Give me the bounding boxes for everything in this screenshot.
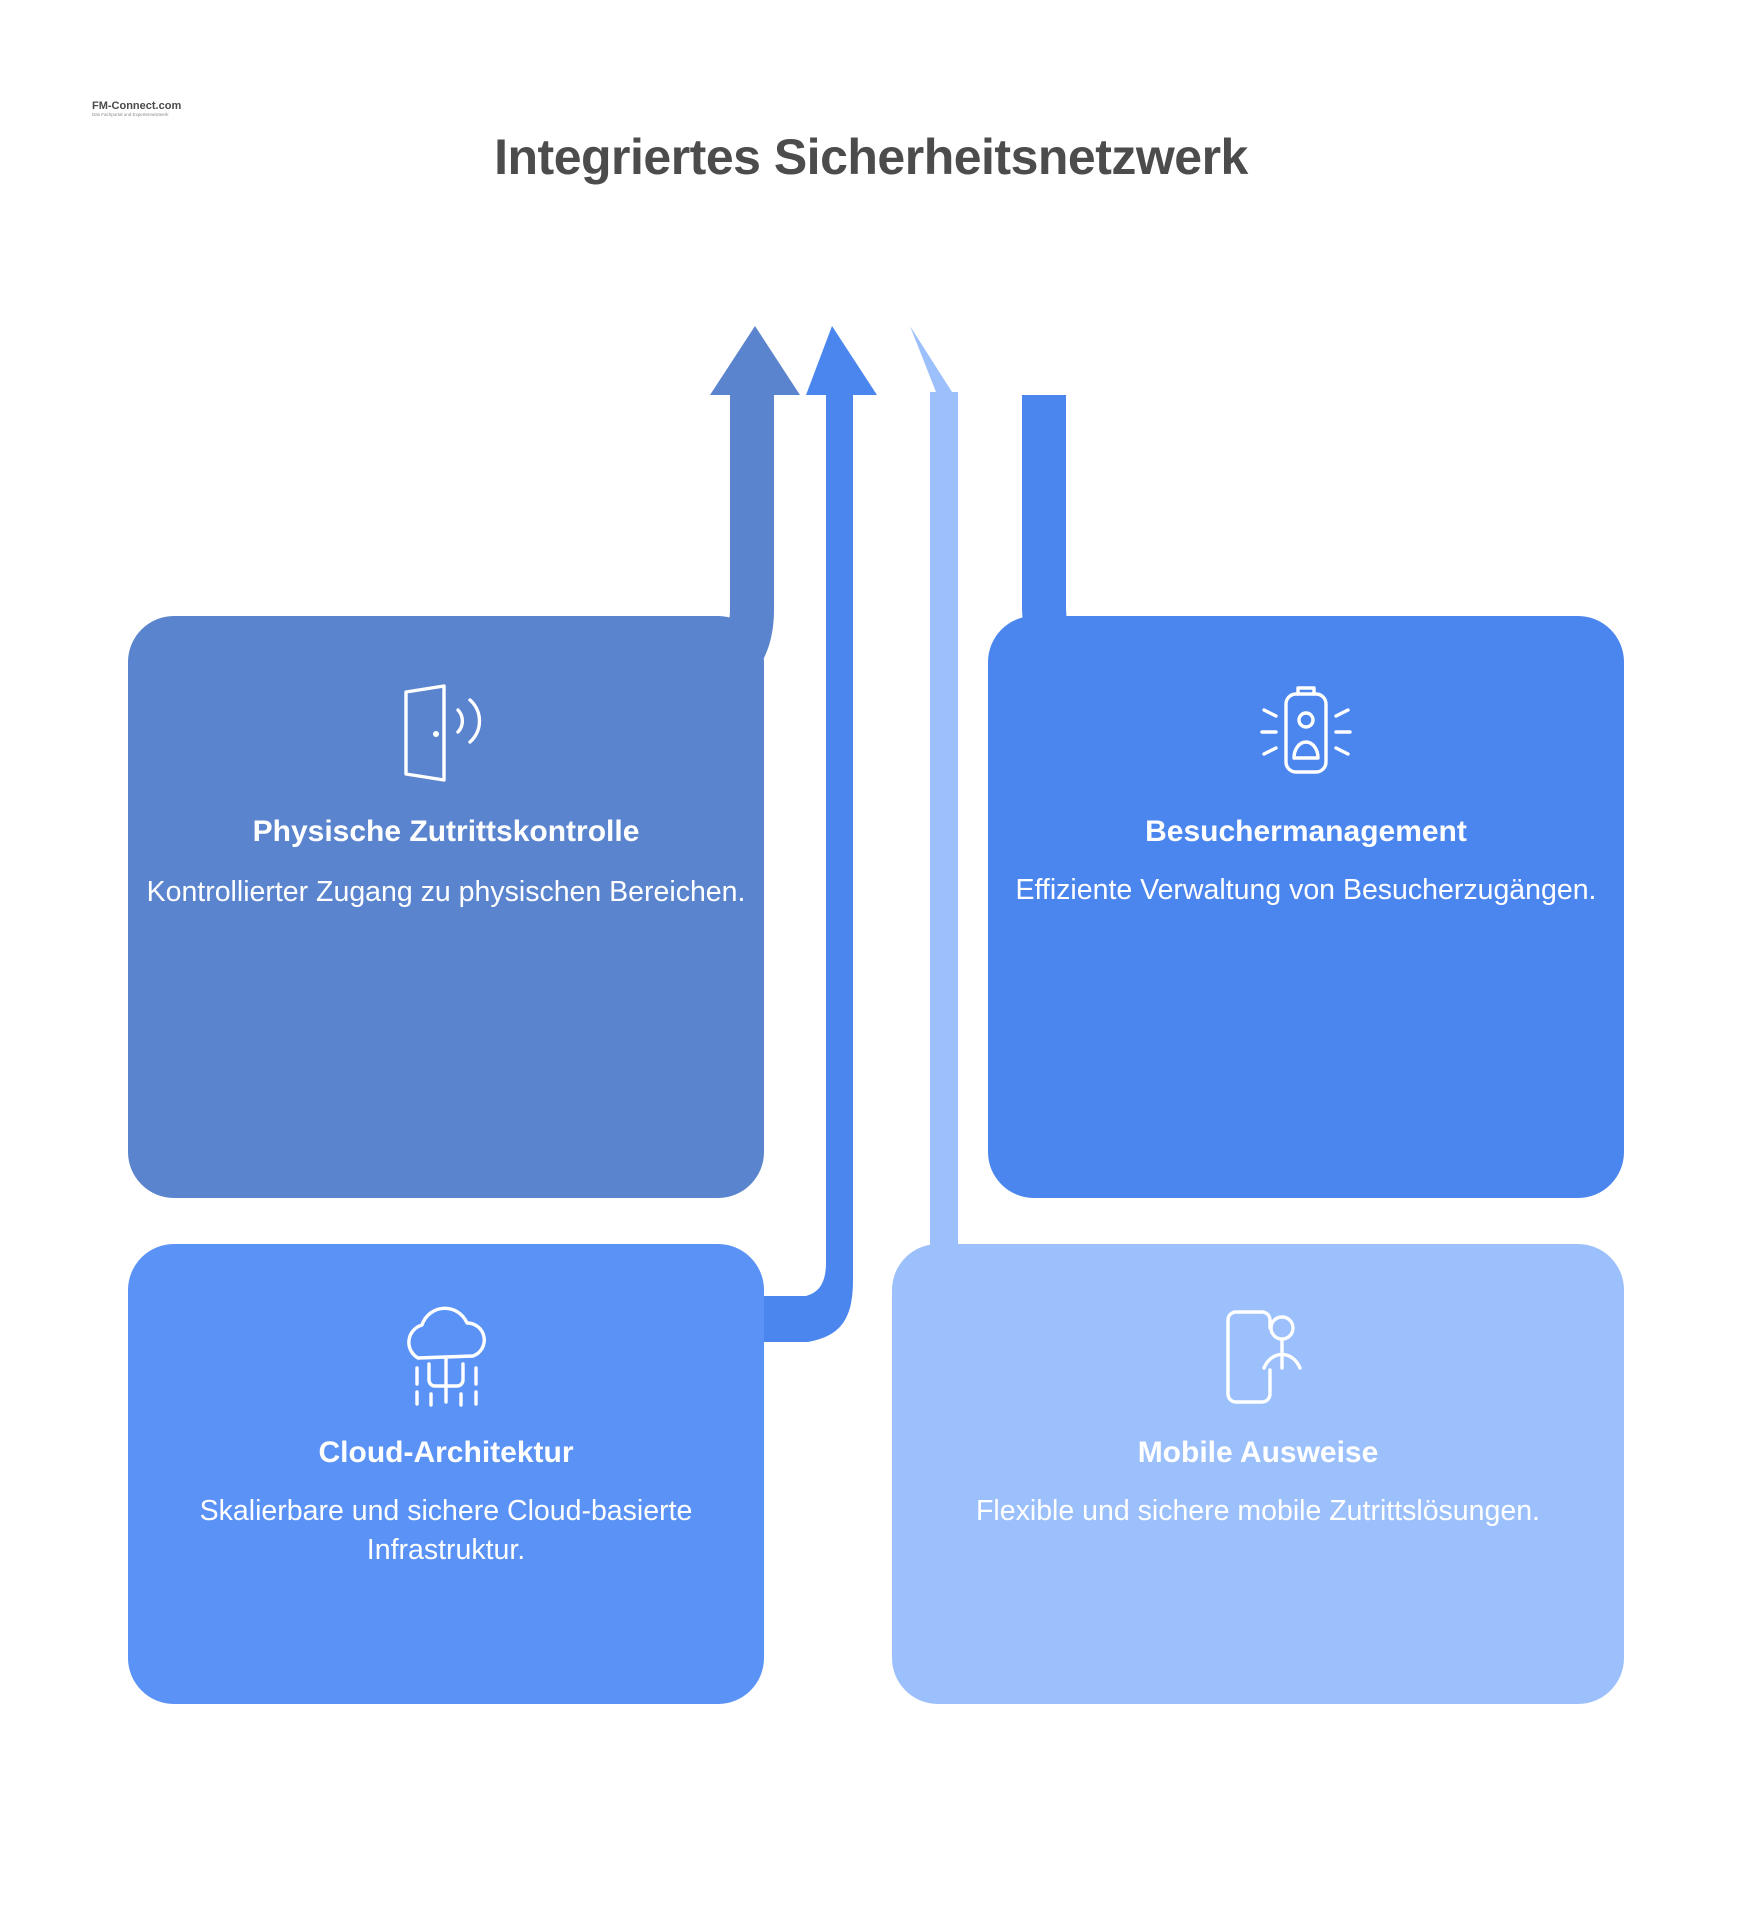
card-besuchermanagement[interactable] <box>988 616 1624 1198</box>
card-title: Physische Zutrittskontrolle <box>252 815 640 848</box>
visitor-badge-icon <box>1246 680 1366 795</box>
door-access-reader-icon <box>386 680 506 795</box>
page-title: Integriertes Sicherheitsnetzwerk <box>494 129 1248 185</box>
brand-logo-text: FM-Connect.com <box>92 100 182 112</box>
card-title: Besuchermanagement <box>1145 815 1467 848</box>
card-description: Skalierbare und sichere Cloud-basierte Infrastruktur. <box>199 1495 693 1566</box>
mobile-credential-icon <box>1198 1306 1318 1416</box>
card-description: Kontrollierter Zugang zu physischen Bereichen. <box>146 876 746 909</box>
card-mobile-ausweise[interactable] <box>892 1244 1624 1704</box>
card-description: Flexible und sichere mobile Zutrittslösungen. <box>976 1495 1540 1528</box>
cloud-architecture-icon <box>384 1306 509 1416</box>
card-cloud-architektur[interactable] <box>128 1244 764 1704</box>
card-title: Cloud-Architektur <box>318 1436 574 1469</box>
card-physische-zutrittskontrolle[interactable] <box>128 616 764 1198</box>
card-description: Effiziente Verwaltung von Besucherzugängen. <box>1015 874 1597 907</box>
card-title: Mobile Ausweise <box>1137 1436 1379 1469</box>
brand-logo-tagline: Das Fachportal und Expertennetzwerk <box>92 112 169 117</box>
